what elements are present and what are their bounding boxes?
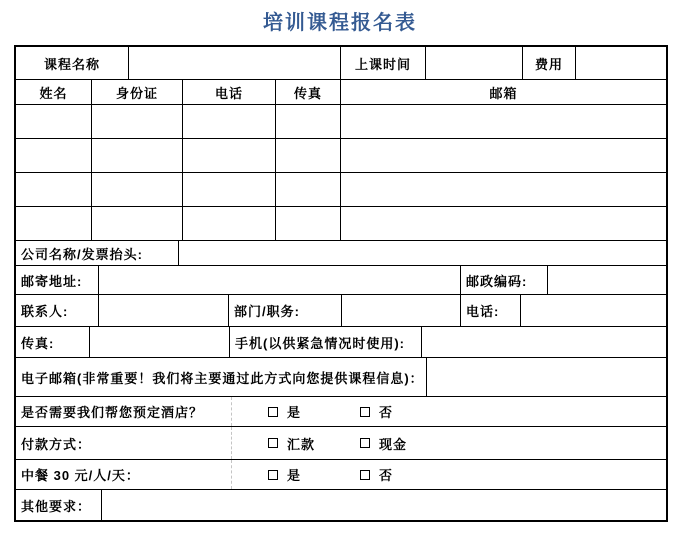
attendee-email-field[interactable] bbox=[340, 139, 666, 172]
attendee-id-card-field[interactable] bbox=[91, 105, 182, 138]
attendee-header-row bbox=[16, 79, 666, 104]
contact-phone-label: 电话: bbox=[460, 295, 520, 326]
attendee-row bbox=[16, 206, 666, 240]
lunch-row bbox=[16, 459, 666, 489]
col-header-phone: 电话 bbox=[182, 80, 275, 104]
option-label: 否 bbox=[379, 468, 394, 483]
lunch-label: 中餐 30 元/人/天： bbox=[21, 468, 140, 483]
zip-code-field[interactable] bbox=[547, 266, 666, 294]
mobile-field[interactable] bbox=[421, 327, 666, 357]
lunch-option-yes[interactable] bbox=[268, 465, 360, 484]
payment-row bbox=[16, 426, 666, 459]
attendee-email-field[interactable] bbox=[340, 105, 666, 138]
contact-row bbox=[16, 294, 666, 326]
attendee-fax-field[interactable] bbox=[275, 207, 340, 240]
company-row bbox=[16, 240, 666, 265]
attendee-row bbox=[16, 172, 666, 206]
option-label: 现金 bbox=[379, 436, 408, 452]
attendee-fax-field[interactable] bbox=[275, 173, 340, 206]
fax-field[interactable] bbox=[89, 327, 229, 357]
checkbox-icon[interactable] bbox=[360, 438, 370, 448]
attendee-phone-field[interactable] bbox=[182, 207, 275, 240]
attendee-id-card-field[interactable] bbox=[91, 139, 182, 172]
fax-label: 传真: bbox=[21, 335, 55, 351]
class-time-field[interactable] bbox=[425, 47, 522, 79]
attendee-id-card-field[interactable] bbox=[91, 207, 182, 240]
hotel-options bbox=[231, 397, 666, 426]
hotel-question-label: 是否需要我们帮您预定酒店？ bbox=[21, 405, 204, 420]
company-name-field[interactable] bbox=[178, 241, 666, 265]
payment-option-remittance[interactable] bbox=[268, 434, 360, 453]
course-row bbox=[16, 47, 666, 79]
checkbox-icon[interactable] bbox=[268, 470, 278, 480]
attendee-name-field[interactable] bbox=[16, 173, 91, 206]
payment-option-cash[interactable] bbox=[360, 434, 407, 453]
attendee-fax-field[interactable] bbox=[275, 139, 340, 172]
checkbox-icon[interactable] bbox=[360, 470, 370, 480]
mobile-label: 手机(以供紧急情况时使用): bbox=[229, 327, 421, 357]
attendee-name-field[interactable] bbox=[16, 207, 91, 240]
attendee-fax-field[interactable] bbox=[275, 105, 340, 138]
attendee-name-field[interactable] bbox=[16, 139, 91, 172]
payment-options bbox=[231, 427, 666, 459]
option-label: 是 bbox=[287, 468, 302, 483]
attendee-email-field[interactable] bbox=[340, 207, 666, 240]
course-name-label: 课程名称 bbox=[43, 56, 100, 72]
registration-form-table bbox=[14, 45, 668, 522]
attendee-row bbox=[16, 138, 666, 172]
fax-row bbox=[16, 326, 666, 357]
zip-code-label: 邮政编码: bbox=[460, 266, 547, 294]
attendee-phone-field[interactable] bbox=[182, 173, 275, 206]
fee-label: 费用 bbox=[522, 47, 575, 79]
fee-field[interactable] bbox=[575, 47, 666, 79]
checkbox-icon[interactable] bbox=[268, 438, 278, 448]
address-row bbox=[16, 265, 666, 294]
attendee-row bbox=[16, 104, 666, 138]
option-label: 是 bbox=[287, 405, 302, 420]
col-header-name: 姓名 bbox=[39, 85, 68, 101]
course-name-field[interactable] bbox=[128, 47, 340, 79]
page-title: 培训课程报名表 bbox=[263, 12, 417, 34]
attendee-name-field[interactable] bbox=[16, 105, 91, 138]
attendee-phone-field[interactable] bbox=[182, 105, 275, 138]
email-label: 电子邮箱(非常重要！我们将主要通过此方式向您提供课程信息)： bbox=[21, 370, 424, 386]
checkbox-icon[interactable] bbox=[360, 407, 370, 417]
department-field[interactable] bbox=[341, 295, 460, 326]
contact-person-label: 联系人: bbox=[21, 304, 69, 319]
contact-phone-field[interactable] bbox=[520, 295, 666, 326]
email-field[interactable] bbox=[426, 358, 666, 396]
option-label: 否 bbox=[379, 405, 394, 420]
hotel-option-no[interactable] bbox=[360, 402, 393, 421]
company-name-label: 公司名称/发票抬头: bbox=[21, 246, 143, 262]
other-requirements-label: 其他要求： bbox=[21, 498, 92, 514]
checkbox-icon[interactable] bbox=[268, 407, 278, 417]
attendee-phone-field[interactable] bbox=[182, 139, 275, 172]
option-label: 汇款 bbox=[287, 436, 316, 452]
other-requirements-row bbox=[16, 489, 666, 520]
col-header-email: 邮箱 bbox=[340, 80, 666, 104]
lunch-option-no[interactable] bbox=[360, 465, 393, 484]
lunch-options bbox=[231, 460, 666, 489]
payment-method-label: 付款方式： bbox=[21, 436, 92, 452]
col-header-id-card: 身份证 bbox=[91, 80, 182, 104]
hotel-option-yes[interactable] bbox=[268, 402, 360, 421]
mailing-address-label: 邮寄地址: bbox=[21, 273, 83, 289]
other-requirements-field[interactable] bbox=[101, 490, 666, 520]
contact-person-field[interactable] bbox=[98, 295, 228, 326]
attendee-id-card-field[interactable] bbox=[91, 173, 182, 206]
email-row bbox=[16, 357, 666, 396]
hotel-row bbox=[16, 396, 666, 426]
mailing-address-field[interactable] bbox=[98, 266, 460, 294]
col-header-fax: 传真 bbox=[275, 80, 340, 104]
department-label: 部门/职务: bbox=[228, 295, 341, 326]
class-time-label: 上课时间 bbox=[340, 47, 425, 79]
attendee-email-field[interactable] bbox=[340, 173, 666, 206]
